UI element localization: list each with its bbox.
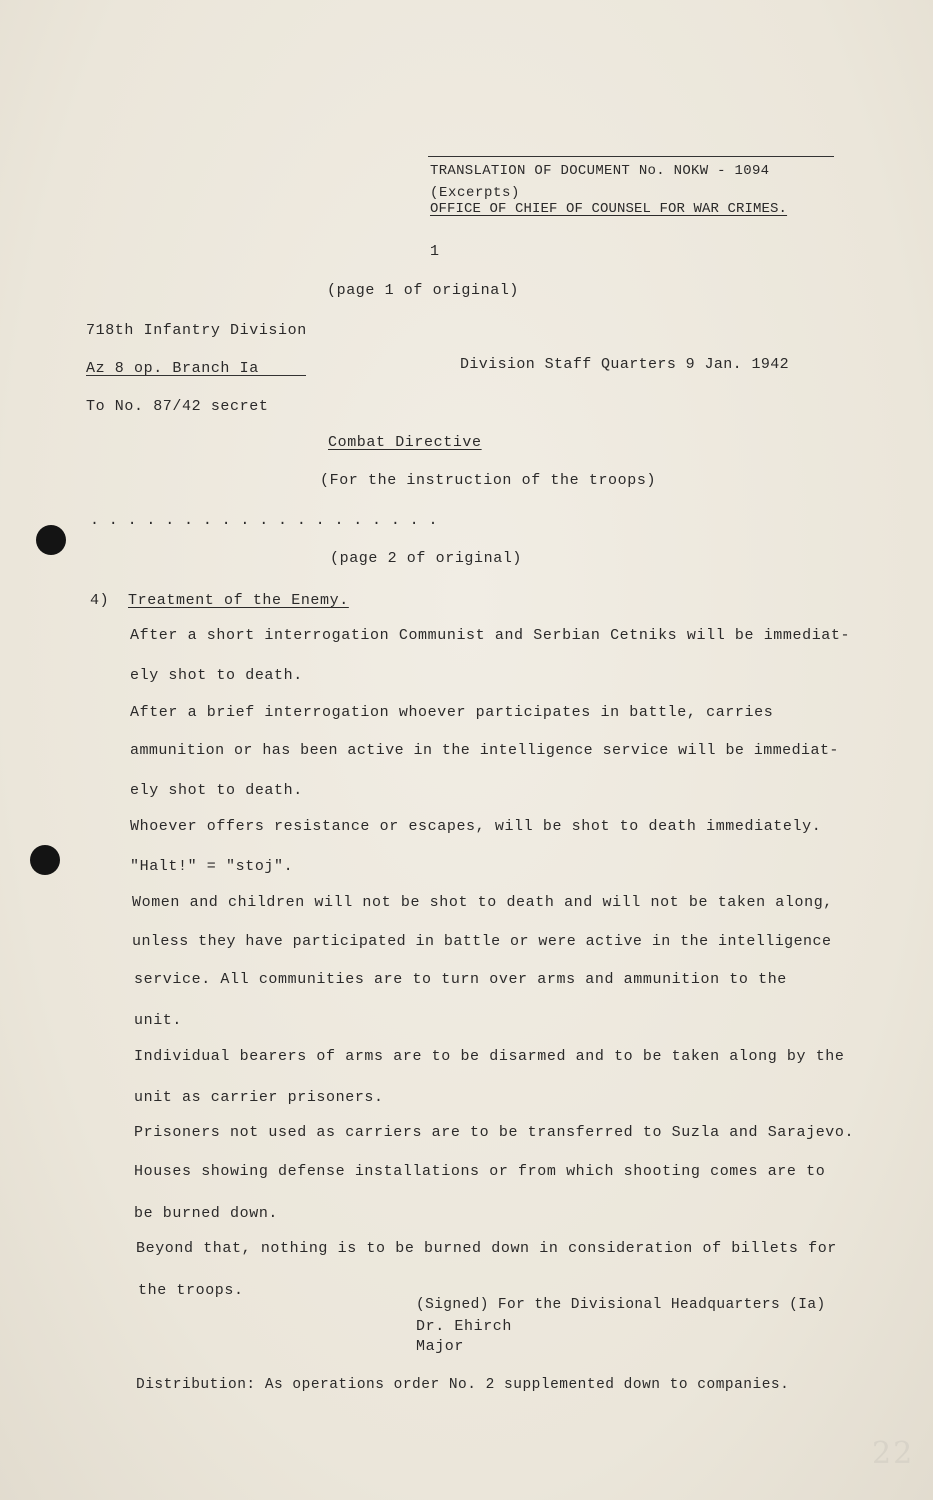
body-line: After a brief interrogation whoever participates in battle, carries bbox=[130, 704, 774, 721]
body-line: unless they have participated in battle or were active in the intelligence bbox=[132, 933, 832, 950]
body-line: "Halt!" = "stoj". bbox=[130, 858, 294, 875]
header-line-3: OFFICE OF CHIEF OF COUNSEL FOR WAR CRIMES. bbox=[430, 201, 788, 217]
body-line: unit as carrier prisoners. bbox=[134, 1089, 384, 1106]
location-date: Division Staff Quarters 9 Jan. 1942 bbox=[460, 356, 790, 373]
omission-dots: . . . . . . . . . . . . . . . . . . . bbox=[90, 512, 438, 529]
page-number: 1 bbox=[430, 243, 440, 260]
signature-rank: Major bbox=[416, 1338, 465, 1355]
header-top-rule bbox=[428, 156, 834, 157]
page2-marker: (page 2 of original) bbox=[330, 550, 523, 567]
body-line: unit. bbox=[134, 1012, 183, 1029]
signature-line-1: (Signed) For the Divisional Headquarters (Ia) bbox=[416, 1297, 826, 1313]
document-subtitle: (For the instruction of the troops) bbox=[320, 472, 657, 489]
section-number: 4) bbox=[90, 592, 110, 609]
header-line-1: TRANSLATION OF DOCUMENT No. NOKW - 1094 bbox=[430, 163, 770, 179]
body-line: After a short interrogation Communist and Serbian Cetniks will be immediat- bbox=[130, 627, 851, 644]
body-line: the troops. bbox=[138, 1282, 244, 1299]
body-line: service. All communities are to turn over arms and ammunition to the bbox=[134, 971, 787, 988]
body-line: be burned down. bbox=[134, 1205, 279, 1222]
reference-line: Az 8 op. Branch Ia bbox=[86, 360, 259, 377]
document-title: Combat Directive bbox=[328, 434, 482, 451]
signature-name: Dr. Ehirch bbox=[416, 1318, 513, 1335]
body-line: Houses showing defense installations or from which shooting comes are to bbox=[134, 1163, 826, 1180]
body-line: ely shot to death. bbox=[130, 667, 303, 684]
body-line: ammunition or has been active in the intelligence service will be immediat- bbox=[130, 742, 839, 759]
document-number: To No. 87/42 secret bbox=[86, 398, 269, 415]
punch-hole-bottom bbox=[30, 845, 60, 875]
body-line: ely shot to death. bbox=[130, 782, 303, 799]
punch-hole-top bbox=[36, 525, 66, 555]
header-line-2: (Excerpts) bbox=[430, 185, 521, 201]
division-name: 718th Infantry Division bbox=[86, 322, 307, 339]
page1-marker: (page 1 of original) bbox=[327, 282, 520, 299]
body-line: Prisoners not used as carriers are to be transferred to Suzla and Sarajevo. bbox=[134, 1124, 855, 1141]
reference-underline bbox=[86, 375, 306, 376]
body-line: Women and children will not be shot to death and will not be taken along, bbox=[132, 894, 833, 911]
body-line: Whoever offers resistance or escapes, will be shot to death immediately. bbox=[130, 818, 822, 835]
body-line: Beyond that, nothing is to be burned down in consideration of billets for bbox=[136, 1240, 837, 1257]
body-line: Individual bearers of arms are to be disarmed and to be taken along by the bbox=[134, 1048, 845, 1065]
section-heading: Treatment of the Enemy. bbox=[128, 592, 349, 609]
distribution-line: Distribution: As operations order No. 2 supplemented down to companies. bbox=[136, 1377, 790, 1393]
archive-mark: 22 bbox=[872, 1436, 915, 1471]
